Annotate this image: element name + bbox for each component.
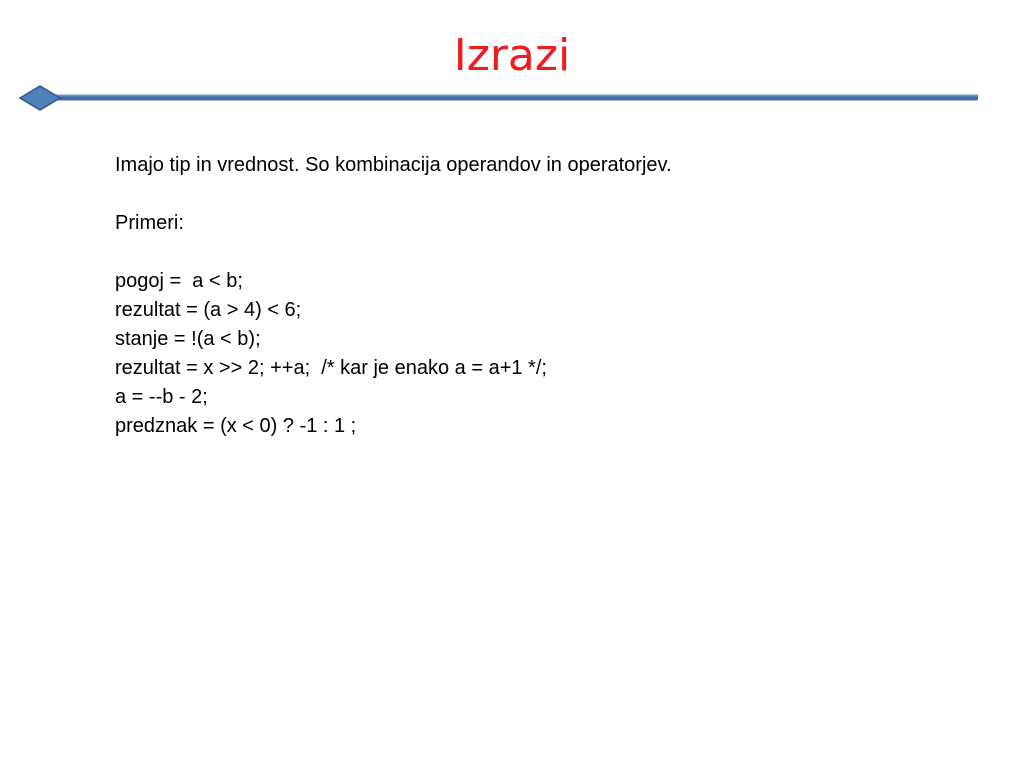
intro-text: Imajo tip in vrednost. So kombinacija operandov in operatorjev. xyxy=(115,154,672,176)
example-line: rezultat = x >> 2; ++a; /* kar je enako a = a+1 */; xyxy=(115,357,547,379)
blank-line xyxy=(115,238,975,267)
example-line: rezultat = (a > 4) < 6; xyxy=(115,299,302,321)
blank-line xyxy=(115,180,975,209)
divider-bar xyxy=(48,95,978,101)
examples-heading: Primeri: xyxy=(115,212,184,234)
title-divider xyxy=(18,80,980,116)
example-line: a = --b - 2; xyxy=(115,386,208,408)
diamond-icon xyxy=(20,86,60,110)
example-line: predznak = (x < 0) ? -1 : 1 ; xyxy=(115,415,357,437)
slide-body xyxy=(115,151,975,441)
slide-title: Izrazi xyxy=(453,30,571,81)
example-line: pogoj = a < b; xyxy=(115,270,243,292)
example-line: stanje = !(a < b); xyxy=(115,328,261,350)
